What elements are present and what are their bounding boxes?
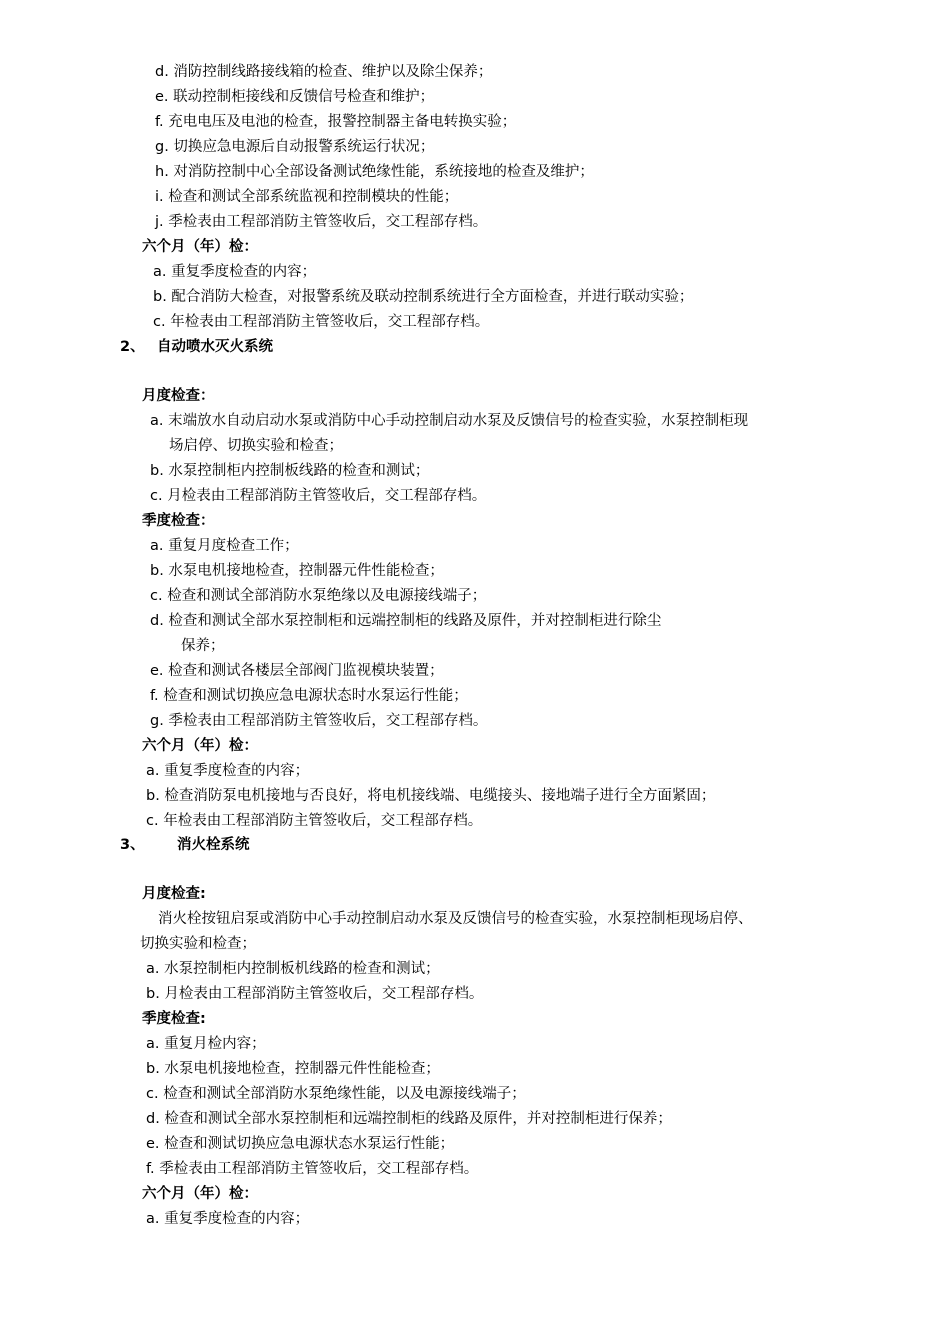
s3-heading bbox=[120, 835, 250, 855]
s1-item-j: j. 季检表由工程部消防主管签收后，交工程部存档。 bbox=[155, 214, 488, 230]
s2-monthly-item-a: a. 末端放水自动启动水泵或消防中心手动控制启动水泵及反馈信号的检查实验，水泵控制柜现 bbox=[150, 413, 749, 429]
s3-annual-item-a: a. 重复季度检查的内容； bbox=[146, 1211, 310, 1227]
s2-annual-heading: 六个月（年）检： bbox=[142, 738, 258, 754]
s3-heading-number: 3、 bbox=[120, 837, 145, 853]
s2-monthly-item-b: b. 水泵控制柜内控制板线路的检查和测试； bbox=[150, 463, 430, 479]
s3-quarterly-item-d: d. 检查和测试全部水泵控制柜和远端控制柜的线路及原件，并对控制柜进行保养； bbox=[146, 1111, 672, 1127]
s2-monthly-item-c: c. 月检表由工程部消防主管签收后，交工程部存档。 bbox=[150, 488, 487, 504]
s2-quarterly-item-e: e. 检查和测试各楼层全部阀门监视模块装置； bbox=[150, 663, 444, 679]
s2-quarterly-item-f: f. 检查和测试切换应急电源状态时水泵运行性能； bbox=[150, 688, 468, 704]
s3-monthly-item-a: a. 水泵控制柜内控制板机线路的检查和测试； bbox=[146, 961, 440, 977]
s3-heading-title: 消火栓系统 bbox=[177, 837, 250, 853]
s3-quarterly-item-b: b. 水泵电机接地检查，控制器元件性能检查； bbox=[146, 1061, 440, 1077]
s1-item-d: d. 消防控制线路接线箱的检查、维护以及除尘保养； bbox=[155, 64, 493, 80]
s2-heading-number: 2、 bbox=[120, 339, 145, 355]
s3-monthly-paragraph-cont: 切换实验和检查； bbox=[140, 936, 256, 952]
s3-quarterly-item-a: a. 重复月检内容； bbox=[146, 1036, 266, 1052]
s3-monthly-item-b: b. 月检表由工程部消防主管签收后，交工程部存档。 bbox=[146, 986, 484, 1002]
s1-item-i: i. 检查和测试全部系统监视和控制模块的性能； bbox=[155, 189, 459, 205]
s2-quarterly-item-d-cont: 保养； bbox=[181, 638, 225, 654]
s3-quarterly-item-c: c. 检查和测试全部消防水泵绝缘性能，以及电源接线端子； bbox=[146, 1086, 526, 1102]
s2-annual-item-c: c. 年检表由工程部消防主管签收后，交工程部存档。 bbox=[146, 813, 483, 829]
s2-heading-title: 自动喷水灭火系统 bbox=[157, 339, 273, 355]
s3-quarterly-heading: 季度检查: bbox=[142, 1011, 206, 1027]
s1-item-h: h. 对消防控制中心全部设备测试绝缘性能，系统接地的检查及维护； bbox=[155, 164, 594, 180]
s2-quarterly-item-b: b. 水泵电机接地检查，控制器元件性能检查； bbox=[150, 563, 444, 579]
s2-quarterly-heading: 季度检查： bbox=[142, 513, 215, 529]
s2-quarterly-item-d: d. 检查和测试全部水泵控制柜和远端控制柜的线路及原件，并对控制柜进行除尘 bbox=[150, 613, 662, 629]
s2-quarterly-item-a: a. 重复月度检查工作； bbox=[150, 538, 299, 554]
s2-annual-item-b: b. 检查消防泵电机接地与否良好，将电机接线端、电缆接头、接地端子进行全方面紧固； bbox=[146, 788, 716, 804]
s1-annual-item-a: a. 重复季度检查的内容； bbox=[153, 264, 317, 280]
s1-annual-item-c: c. 年检表由工程部消防主管签收后，交工程部存档。 bbox=[153, 314, 490, 330]
s3-quarterly-item-e: e. 检查和测试切换应急电源状态水泵运行性能； bbox=[146, 1136, 455, 1152]
s3-monthly-paragraph: 消火栓按钮启泵或消防中心手动控制启动水泵及反馈信号的检查实验，水泵控制柜现场启停、 bbox=[158, 911, 753, 927]
s1-annual-heading: 六个月（年）检： bbox=[142, 239, 258, 255]
s1-annual-item-b: b. 配合消防大检查，对报警系统及联动控制系统进行全方面检查，并进行联动实验； bbox=[153, 289, 694, 305]
s2-annual-item-a: a. 重复季度检查的内容； bbox=[146, 763, 310, 779]
s1-item-f: f. 充电电压及电池的检查，报警控制器主备电转换实验； bbox=[155, 114, 517, 130]
s2-quarterly-item-g: g. 季检表由工程部消防主管签收后，交工程部存档。 bbox=[150, 713, 488, 729]
s2-monthly-heading: 月度检查： bbox=[142, 388, 215, 404]
s2-monthly-item-a-cont: 场启停、切换实验和检查； bbox=[169, 438, 343, 454]
s3-quarterly-item-f: f. 季检表由工程部消防主管签收后，交工程部存档。 bbox=[146, 1161, 479, 1177]
s2-quarterly-item-c: c. 检查和测试全部消防水泵绝缘以及电源接线端子； bbox=[150, 588, 487, 604]
s2-heading bbox=[120, 337, 273, 357]
s3-annual-heading: 六个月（年）检： bbox=[142, 1186, 258, 1202]
s1-item-e: e. 联动控制柜接线和反馈信号检查和维护； bbox=[155, 89, 435, 105]
s1-item-g: g. 切换应急电源后自动报警系统运行状况； bbox=[155, 139, 435, 155]
s3-monthly-heading: 月度检查: bbox=[142, 886, 206, 902]
